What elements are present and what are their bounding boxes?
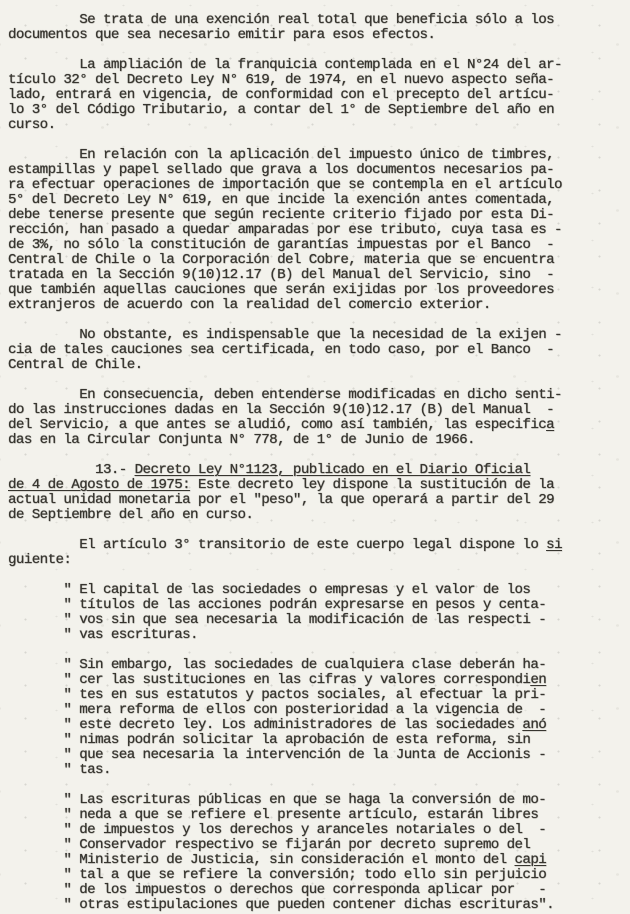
text-segment: " El capital de las sociedades o empresas y el valor de los [8, 582, 531, 598]
text-line [8, 328, 624, 343]
text-segment: do las instrucciones dadas en la Sección 9(10)12.17 (B) del Manual - [8, 402, 555, 418]
document-body [8, 13, 624, 913]
text-line [8, 343, 624, 358]
text-segment: " tas. [8, 762, 111, 778]
text-line [8, 853, 624, 868]
text-segment: En relación con la aplicación del impuesto único de timbres, [8, 147, 555, 163]
text-segment: rección, han pasado a quedar amparadas por ese tributo, cuya tasa es - [8, 222, 562, 238]
text-line [8, 478, 624, 493]
text-line [8, 298, 624, 313]
text-line [8, 283, 624, 298]
text-line [8, 28, 624, 43]
text-line [8, 703, 624, 718]
text-segment: En consecuencia, deben entenderse modificadas en dicho senti- [8, 387, 562, 403]
text-line [8, 883, 624, 898]
text-segment: guiente: [8, 552, 72, 568]
text-segment: " mera reforma de ellos con posterioridad a la vigencia de - [8, 702, 547, 718]
text-line [8, 223, 624, 238]
text-line [8, 358, 624, 373]
text-segment: " vas escrituras. [8, 627, 198, 643]
text-segment: de 3%, no sólo la constitución de garantías impuestas por el Banco - [8, 237, 555, 253]
text-segment: " tal a que se refiere la conversión; todo ello sin perjuicio [8, 867, 547, 883]
text-segment: del Servicio, a que antes se aludió, como así también, las especific [8, 417, 547, 433]
text-segment: estampillas y papel sellado que grava a los documentos necesarios pa- [8, 162, 555, 178]
underlined-text-segment: si [546, 537, 562, 553]
text-segment: No obstante, es indispensable que la necesidad de la exijen - [8, 327, 562, 343]
text-line [8, 673, 624, 688]
text-segment: 5° del Decreto Ley N° 619, en que incide la exención antes comentada, [8, 192, 555, 208]
text-line [8, 808, 624, 823]
text-line [8, 178, 624, 193]
text-segment: 13.- [8, 462, 135, 478]
text-line [8, 583, 624, 598]
text-segment: Central de Chile. [8, 357, 143, 373]
underlined-text-segment: en [530, 672, 547, 688]
underlined-text-segment: a [546, 417, 555, 433]
underlined-text-segment: Decreto Ley N°1123, publicado en el Diario Oficial [134, 462, 531, 478]
text-line [8, 148, 624, 163]
text-line [8, 418, 624, 433]
paragraph-exencion-real [8, 13, 624, 43]
text-segment: tículo 32° del Decreto Ley N° 619, de 1974, en el nuevo aspecto seña- [8, 72, 555, 88]
underlined-text-segment: anó [522, 717, 547, 733]
quoted-clause-sustituciones [8, 658, 624, 778]
text-segment: " de los impuestos o derechos que corresponda aplicar por - [8, 882, 547, 898]
text-line [8, 193, 624, 208]
text-segment: " tes en sus estatutos y pactos sociales, al efectuar la pri- [8, 687, 547, 703]
text-line [8, 598, 624, 613]
text-line [8, 748, 624, 763]
paragraph-ampliacion-franquicia [8, 58, 624, 133]
paragraph-no-obstante [8, 328, 624, 373]
paragraph-en-consecuencia [8, 388, 624, 448]
text-line [8, 898, 624, 913]
text-segment: cia de tales cauciones sea certificada, en todo caso, por el Banco - [8, 342, 555, 358]
text-line [8, 538, 624, 553]
text-line [8, 253, 624, 268]
text-segment: " títulos de las acciones podrán expresarse en pesos y centa- [8, 597, 547, 613]
text-segment: " otras estipulaciones que pueden contener dichas escrituras". [8, 897, 555, 913]
text-line [8, 13, 624, 28]
text-segment: curso. [8, 117, 56, 133]
text-line [8, 733, 624, 748]
text-line [8, 868, 624, 883]
item-13-decreto-ley-1123 [8, 463, 624, 523]
text-line [8, 433, 624, 448]
text-line [8, 493, 624, 508]
text-line [8, 823, 624, 838]
text-segment: das en la Circular Conjunta N° 778, de 1° de Junio de 1966. [8, 432, 475, 448]
text-line [8, 388, 624, 403]
paragraph-impuesto-timbres [8, 148, 624, 313]
text-line [8, 508, 624, 523]
text-line [8, 718, 624, 733]
text-line [8, 463, 624, 478]
text-line [8, 838, 624, 853]
text-segment: " cer las sustituciones en las cifras y valores correspondi [8, 672, 531, 688]
text-line [8, 73, 624, 88]
text-segment: lo 3° del Código Tributario, a contar del 1° de Septiembre del año en [8, 102, 555, 118]
text-segment: tratada en la Sección 9(10)12.17 (B) del Manual del Servicio, sino - [8, 267, 555, 283]
text-segment: ra efectuar operaciones de importación que se contempla en el artículo [8, 177, 562, 193]
text-segment: " Conservador respectivo se fijarán por decreto supremo del [8, 837, 531, 853]
text-line [8, 88, 624, 103]
quoted-clause-escrituras-publicas [8, 793, 624, 913]
text-line [8, 238, 624, 253]
text-line [8, 163, 624, 178]
text-segment: documentos que sea necesario emitir para esos efectos. [8, 27, 436, 43]
text-segment: " que sea necesaria la intervención de la Junta de Accionis - [8, 747, 547, 763]
text-line [8, 658, 624, 673]
text-segment: actual unidad monetaria por el "peso", la que operará a partir del 29 [8, 492, 555, 508]
text-line [8, 628, 624, 643]
text-segment: " nimas podrán solicitar la aprobación de esta reforma, sin [8, 732, 531, 748]
text-segment: Se trata de una exención real total que beneficia sólo a los [8, 12, 555, 28]
text-segment: Central de Chile o la Corporación del Cobre, materia que se encuentra [8, 252, 555, 268]
text-segment: debe tenerse presente que según reciente criterio fijado por esta Di- [8, 207, 555, 223]
text-segment: lado, entrará en vigencia, de conformidad con el precepto del artícu- [8, 87, 555, 103]
text-line [8, 688, 624, 703]
text-segment: " vos sin que sea necesaria la modificación de las respecti - [8, 612, 547, 628]
text-segment: Este decreto ley dispone la sustitución de la [190, 477, 555, 493]
text-segment: " este decreto ley. Los administradores de las sociedades [8, 717, 523, 733]
paragraph-articulo-3-transitorio [8, 538, 624, 568]
text-segment: " Sin embargo, las sociedades de cualquiera clase deberán ha- [8, 657, 547, 673]
text-segment: El artículo 3° transitorio de este cuerpo legal dispone lo [8, 537, 547, 553]
text-line [8, 793, 624, 808]
text-segment: " Las escrituras públicas en que se haga la conversión de mo- [8, 792, 547, 808]
text-line [8, 103, 624, 118]
text-line [8, 403, 624, 418]
quoted-clause-capital-sociedades [8, 583, 624, 643]
text-line [8, 763, 624, 778]
text-segment: " Ministerio de Justicia, sin consideración el monto del [8, 852, 515, 868]
text-line [8, 553, 624, 568]
text-line [8, 118, 624, 133]
text-segment: extranjeros de acuerdo con la realidad del comercio exterior. [8, 297, 491, 313]
text-line [8, 613, 624, 628]
text-segment: de Septiembre del año en curso. [8, 507, 254, 523]
text-line [8, 208, 624, 223]
text-segment: La ampliación de la franquicia contemplada en el N°24 del ar- [8, 57, 562, 73]
underlined-text-segment: de 4 de Agosto de 1975: [8, 477, 191, 493]
text-segment: " de impuestos y los derechos y aranceles notariales o del - [8, 822, 547, 838]
underlined-text-segment: capi [514, 852, 547, 868]
text-line [8, 58, 624, 73]
text-segment: que también aquellas cauciones que serán exijidas por los proveedores [8, 282, 555, 298]
text-segment: " neda a que se refiere el presente artículo, estarán libres [8, 807, 539, 823]
text-line [8, 268, 624, 283]
